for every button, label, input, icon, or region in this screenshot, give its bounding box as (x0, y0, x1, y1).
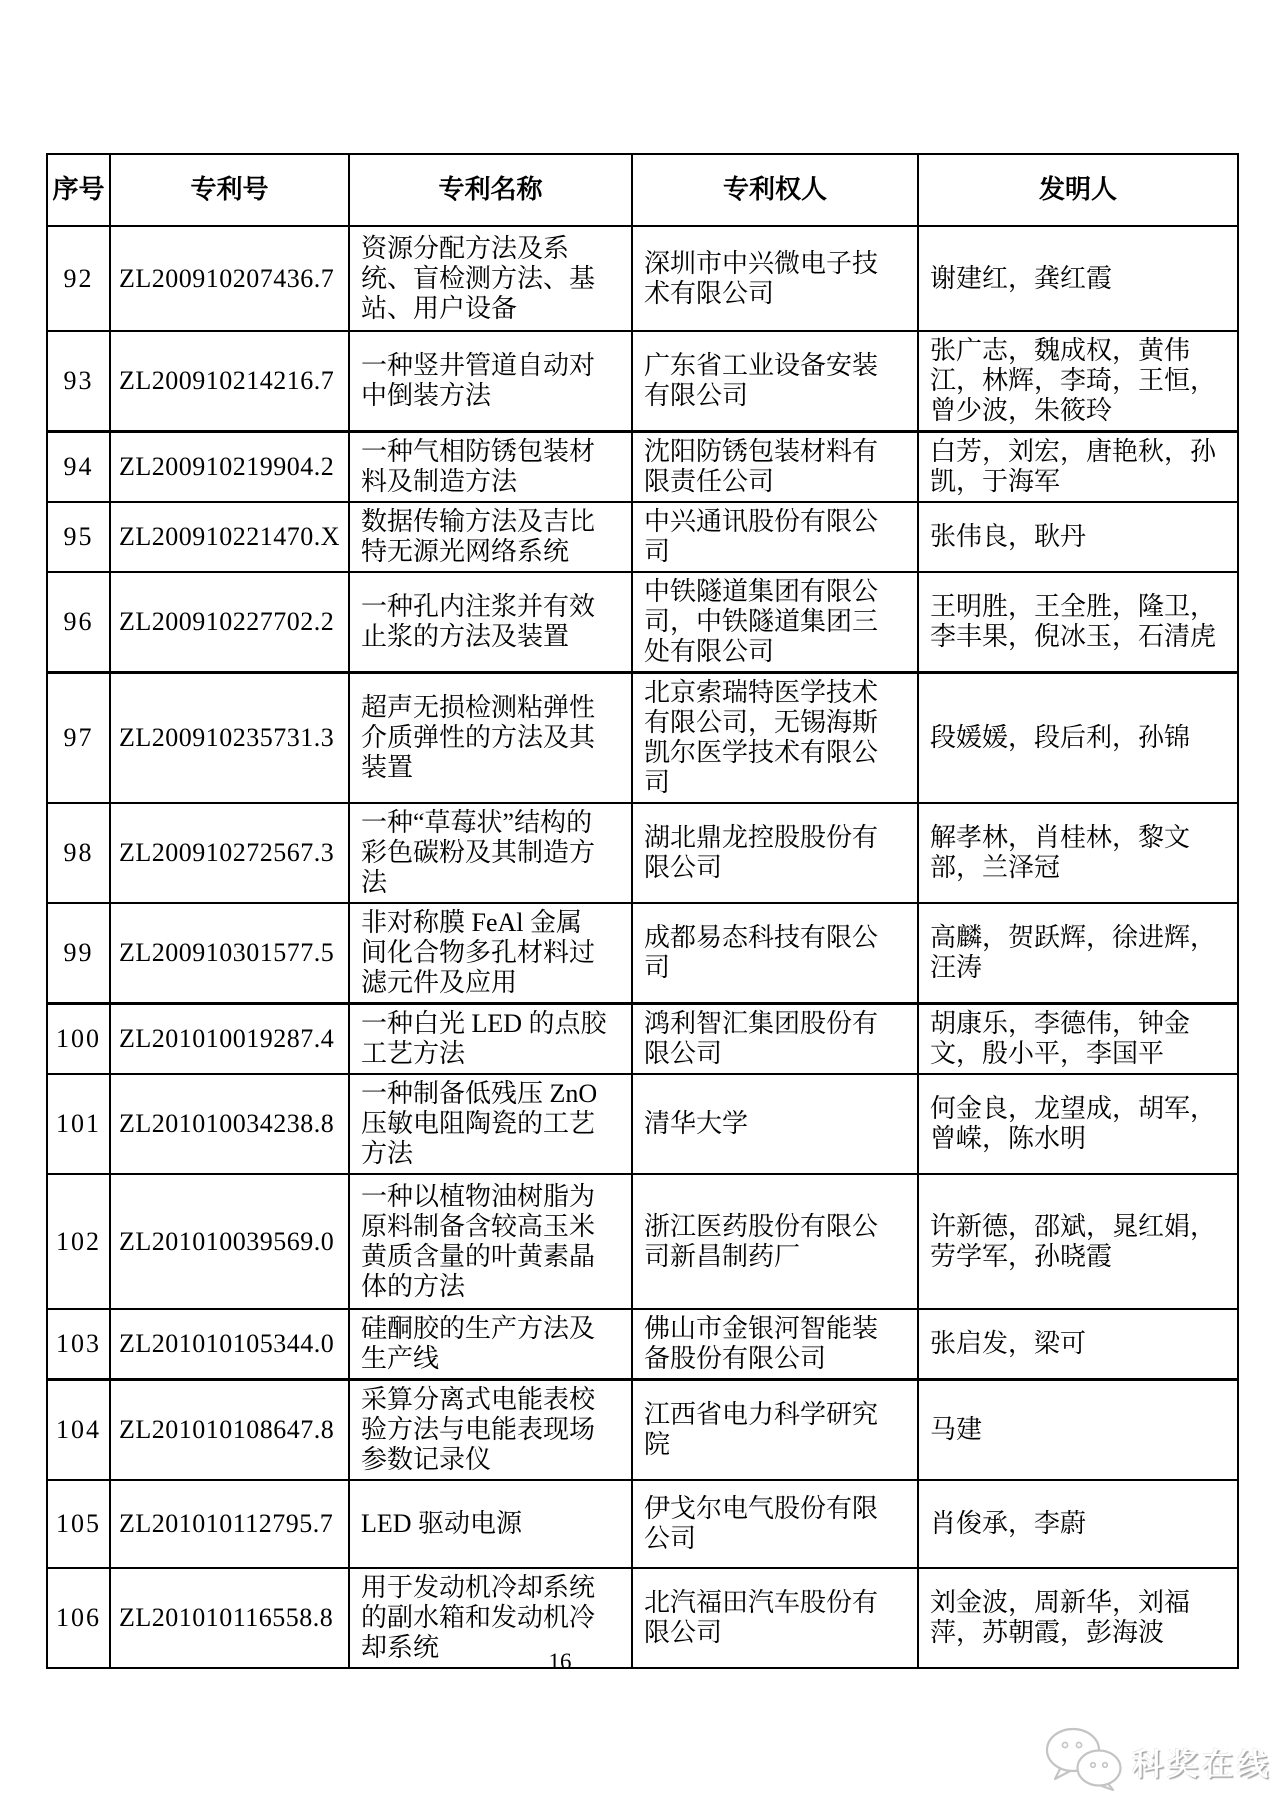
patent-number-cell: ZL201010108647.8 (110, 1380, 349, 1481)
patent-number-cell: ZL200910219904.2 (110, 432, 349, 503)
table-row (47, 572, 1238, 673)
patent-name-cell: 一种气相防锈包装材料及制造方法 (349, 432, 632, 503)
serial-cell: 102 (47, 1174, 110, 1309)
inventors-cell: 白芳，刘宏，唐艳秋，孙凯，于海军 (918, 432, 1238, 503)
table-row (47, 1480, 1238, 1568)
patentee-cell: 中兴通讯股份有限公司 (632, 502, 918, 572)
table-row (47, 673, 1238, 804)
patent-name-cell: 一种竖井管道自动对中倒装方法 (349, 331, 632, 432)
inventors-cell: 解孝林，肖桂林，黎文部，兰泽冠 (918, 803, 1238, 903)
inventors-cell: 段媛媛，段后利，孙锦 (918, 673, 1238, 804)
patent-name-cell: 一种“草莓状”结构的彩色碳粉及其制造方法 (349, 803, 632, 903)
serial-cell: 101 (47, 1074, 110, 1174)
patentee-cell: 江西省电力科学研究院 (632, 1380, 918, 1481)
patent-table-body (47, 226, 1238, 1668)
inventors-cell: 张启发，梁可 (918, 1309, 1238, 1380)
patent-table-header (47, 154, 1238, 226)
table-row (47, 432, 1238, 503)
serial-cell: 106 (47, 1568, 110, 1668)
table-row (47, 903, 1238, 1004)
patent-name-cell: 超声无损检测粘弹性介质弹性的方法及其装置 (349, 673, 632, 804)
serial-cell: 92 (47, 226, 110, 331)
patent-name-cell: 一种孔内注浆并有效止浆的方法及装置 (349, 572, 632, 673)
patent-number-cell: ZL201010105344.0 (110, 1309, 349, 1380)
inventors-cell: 张伟良，耿丹 (918, 502, 1238, 572)
table-row (47, 1380, 1238, 1481)
header-patentee: 专利权人 (632, 154, 918, 226)
serial-cell: 104 (47, 1380, 110, 1481)
patentee-cell: 广东省工业设备安装有限公司 (632, 331, 918, 432)
header-inventors: 发明人 (918, 154, 1238, 226)
serial-cell: 100 (47, 1004, 110, 1075)
patent-name-cell: 资源分配方法及系统、盲检测方法、基站、用户设备 (349, 226, 632, 331)
patentee-cell: 清华大学 (632, 1074, 918, 1174)
patent-name-cell: LED 驱动电源 (349, 1480, 632, 1568)
table-row (47, 1309, 1238, 1380)
serial-cell: 105 (47, 1480, 110, 1568)
table-row (47, 1004, 1238, 1075)
patent-number-cell: ZL200910301577.5 (110, 903, 349, 1004)
inventors-cell: 高麟，贺跃辉，徐进辉，汪涛 (918, 903, 1238, 1004)
serial-cell: 93 (47, 331, 110, 432)
table-row (47, 1074, 1238, 1174)
patent-name-cell: 非对称膜 FeAl 金属间化合物多孔材料过滤元件及应用 (349, 903, 632, 1004)
inventors-cell: 胡康乐，李德伟，钟金文，殷小平，李国平 (918, 1004, 1238, 1075)
patent-name-cell: 采算分离式电能表校验方法与电能表现场参数记录仪 (349, 1380, 632, 1481)
watermark-label: 科奖在线 (1132, 1747, 1272, 1782)
patent-number-cell: ZL201010034238.8 (110, 1074, 349, 1174)
header-patent-name: 专利名称 (349, 154, 632, 226)
wechat-icon (1044, 1725, 1124, 1798)
patent-number-cell: ZL200910227702.2 (110, 572, 349, 673)
patent-name-cell: 数据传输方法及吉比特无源光网络系统 (349, 502, 632, 572)
table-row (47, 226, 1238, 331)
patent-number-cell: ZL200910272567.3 (110, 803, 349, 903)
serial-cell: 96 (47, 572, 110, 673)
serial-cell: 94 (47, 432, 110, 503)
table-row (47, 331, 1238, 432)
patentee-cell: 成都易态科技有限公司 (632, 903, 918, 1004)
patent-number-cell: ZL201010019287.4 (110, 1004, 349, 1075)
patentee-cell: 佛山市金银河智能装备股份有限公司 (632, 1309, 918, 1380)
patent-number-cell: ZL201010116558.8 (110, 1568, 349, 1668)
watermark (1044, 1725, 1272, 1798)
patent-number-cell: ZL201010039569.0 (110, 1174, 349, 1309)
patentee-cell: 湖北鼎龙控股股份有限公司 (632, 803, 918, 903)
serial-cell: 103 (47, 1309, 110, 1380)
patent-number-cell: ZL200910235731.3 (110, 673, 349, 804)
patentee-cell: 鸿利智汇集团股份有限公司 (632, 1004, 918, 1075)
patent-table (46, 153, 1239, 1669)
patentee-cell: 伊戈尔电气股份有限公司 (632, 1480, 918, 1568)
patent-number-cell: ZL201010112795.7 (110, 1480, 349, 1568)
inventors-cell: 王明胜，王全胜，隆卫，李丰果，倪冰玉，石清虎 (918, 572, 1238, 673)
patent-name-cell: 一种以植物油树脂为原料制备含较高玉米黄质含量的叶黄素晶体的方法 (349, 1174, 632, 1309)
inventors-cell: 马建 (918, 1380, 1238, 1481)
patent-name-cell: 硅酮胶的生产方法及生产线 (349, 1309, 632, 1380)
patent-number-cell: ZL200910221470.X (110, 502, 349, 572)
patent-name-cell: 一种制备低残压 ZnO 压敏电阻陶瓷的工艺方法 (349, 1074, 632, 1174)
inventors-cell: 许新德，邵斌，晁红娟，劳学军，孙晓霞 (918, 1174, 1238, 1309)
patent-number-cell: ZL200910207436.7 (110, 226, 349, 331)
serial-cell: 98 (47, 803, 110, 903)
patent-number-cell: ZL200910214216.7 (110, 331, 349, 432)
patentee-cell: 中铁隧道集团有限公司，中铁隧道集团三处有限公司 (632, 572, 918, 673)
serial-cell: 95 (47, 502, 110, 572)
table-row (47, 803, 1238, 903)
inventors-cell: 刘金波，周新华，刘福萍，苏朝霞，彭海波 (918, 1568, 1238, 1668)
table-row (47, 502, 1238, 572)
inventors-cell: 谢建红，龚红霞 (918, 226, 1238, 331)
inventors-cell: 张广志，魏成权，黄伟江，林辉，李琦，王恒，曾少波，朱筱玲 (918, 331, 1238, 432)
serial-cell: 99 (47, 903, 110, 1004)
patent-name-cell: 用于发动机冷却系统的副水箱和发动机冷却系统 (349, 1568, 632, 1668)
inventors-cell: 何金良，龙望成，胡军，曾嵘，陈水明 (918, 1074, 1238, 1174)
table-row (47, 1174, 1238, 1309)
patent-name-cell: 一种白光 LED 的点胶工艺方法 (349, 1004, 632, 1075)
inventors-cell: 肖俊承，李蔚 (918, 1480, 1238, 1568)
patentee-cell: 深圳市中兴微电子技术有限公司 (632, 226, 918, 331)
serial-cell: 97 (47, 673, 110, 804)
patentee-cell: 北京索瑞特医学技术有限公司，无锡海斯凯尔医学技术有限公司 (632, 673, 918, 804)
header-row (47, 154, 1238, 226)
patentee-cell: 北汽福田汽车股份有限公司 (632, 1568, 918, 1668)
header-patent-number: 专利号 (110, 154, 349, 226)
page-number: 16 (548, 1649, 572, 1674)
patentee-cell: 沈阳防锈包装材料有限责任公司 (632, 432, 918, 503)
header-serial: 序号 (47, 154, 110, 226)
patentee-cell: 浙江医药股份有限公司新昌制药厂 (632, 1174, 918, 1309)
